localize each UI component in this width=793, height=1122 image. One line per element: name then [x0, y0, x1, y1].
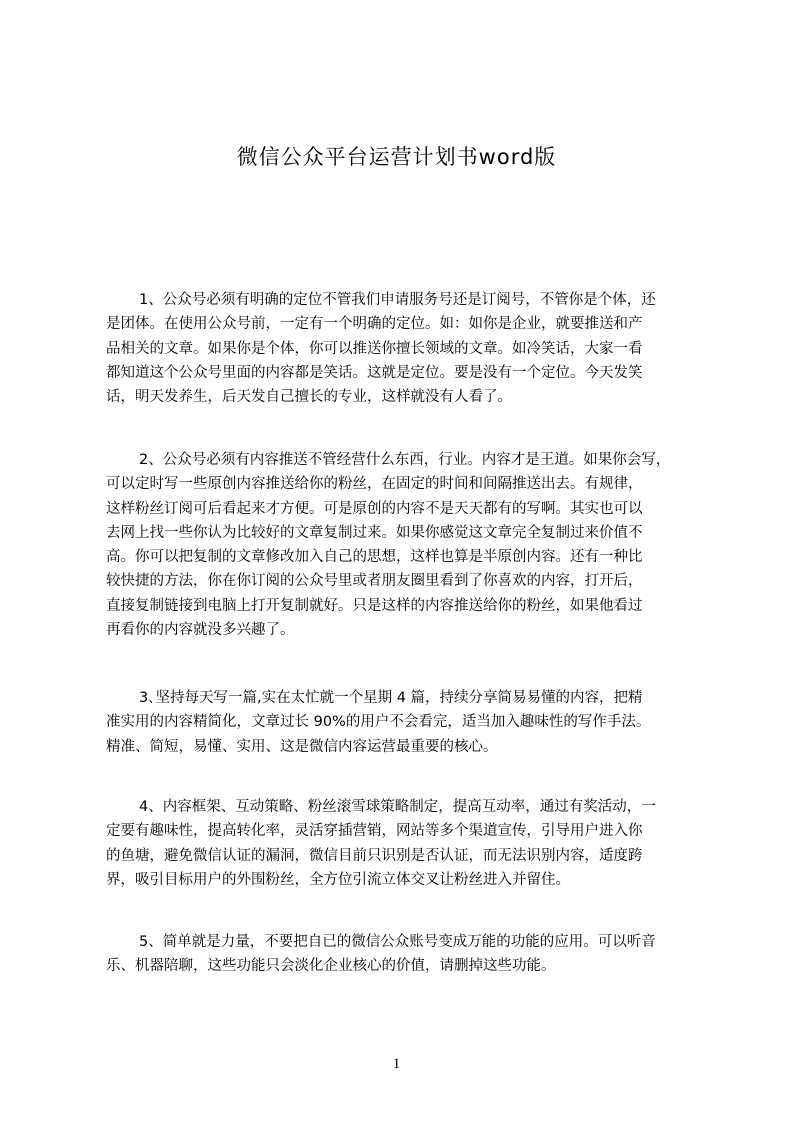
paragraph-line: 较快捷的方法，你在你订阅的公众号里或者朋友圈里看到了你喜欢的内容，打开后， — [106, 573, 643, 590]
paragraph-line: 可以定时写一些原创内容推送给你的粉丝，在固定的时间和间隔推送出去。有规律， — [106, 476, 643, 493]
paragraph-line: 直接复制链接到电脑上打开复制就好。只是这样的内容推送给你的粉丝，如果他看过 — [106, 597, 643, 614]
paragraph-4 — [106, 795, 718, 892]
paragraph-line: 去网上找一些你认为比较好的文章复制过来。如果你感觉这文章完全复制过来价值不 — [106, 524, 643, 541]
paragraph-1 — [106, 288, 718, 409]
paragraph-line: 5、简单就是力量，不要把自已的微信公众账号变成万能的功能的应用。可以听音 — [139, 934, 656, 950]
paragraph-5 — [106, 930, 718, 979]
page-title: 微信公众平台运营计划书word版 — [236, 145, 557, 169]
paragraph-line: 定要有趣味性，提高转化率，灵活穿插营销，网站等多个渠道宣传，引导用户进入你 — [106, 823, 643, 840]
paragraph-line: 高。你可以把复制的文章修改加入自己的思想，这样也算是半原创内容。还有一种比 — [106, 549, 643, 566]
paragraph-line: 都知道这个公众号里面的内容都是笑话。这就是定位。要是没有一个定位。今天发笑 — [106, 364, 643, 381]
paragraph-line: 准实用的内容精简化，文章过长 90%的用户不会看完，适当加入趣味性的写作手法。 — [106, 714, 651, 731]
page-number: 1 — [392, 1056, 401, 1072]
paragraph-3 — [106, 686, 718, 759]
paragraph-line: 3､坚持每天写一篇,实在太忙就一个星期 4 篇，持续分享简易易懂的内容，把精 — [139, 690, 643, 706]
paragraph-line: 话，明天发养生，后天发自己擅长的专业，这样就没有人看了。 — [106, 389, 512, 406]
paragraph-2 — [106, 448, 718, 642]
paragraph-line: 2、公众号必须有内容推送不管经营什么东西，行业。内容才是王道。如果你会写， — [139, 452, 671, 468]
paragraph-line: 品相关的文章。如果你是个体，你可以推送你擅长领域的文章。如冷笑话，大家一看 — [106, 340, 643, 357]
paragraph-line: 乐、机器陪聊，这些功能只会淡化企业核心的价值，请删掉这些功能。 — [106, 958, 556, 975]
paragraph-line: 精准、简短，易懂、实用、这是微信内容运营最重要的核心。 — [106, 738, 498, 755]
paragraph-line: 1、公众号必须有明确的定位不管我们申请服务号还是订阅号，不管你是个体，还 — [139, 292, 656, 308]
paragraph-line: 4、内容框架、互动策略、粉丝滚雪球策略制定，提高互动率，通过有奖活动，一 — [139, 799, 656, 815]
paragraph-line: 这样粉丝订阅可后看起来才方便。可是原创的内容不是天天都有的写啊。其实也可以 — [106, 500, 643, 517]
paragraph-line: 再看你的内容就没多兴趣了。 — [106, 622, 295, 639]
paragraph-line: 是团体。在使用公众号前，一定有一个明确的定位。如：如你是企业，就要推送和产 — [106, 316, 643, 333]
paragraph-line: 界，吸引目标用户的外围粉丝，全方位引流立体交叉让粉丝进入并留住。 — [106, 871, 570, 888]
paragraph-line: 的鱼塘，避免微信认证的漏洞，微信目前只识别是否认证，而无法识别内容，适度跨 — [106, 847, 643, 864]
